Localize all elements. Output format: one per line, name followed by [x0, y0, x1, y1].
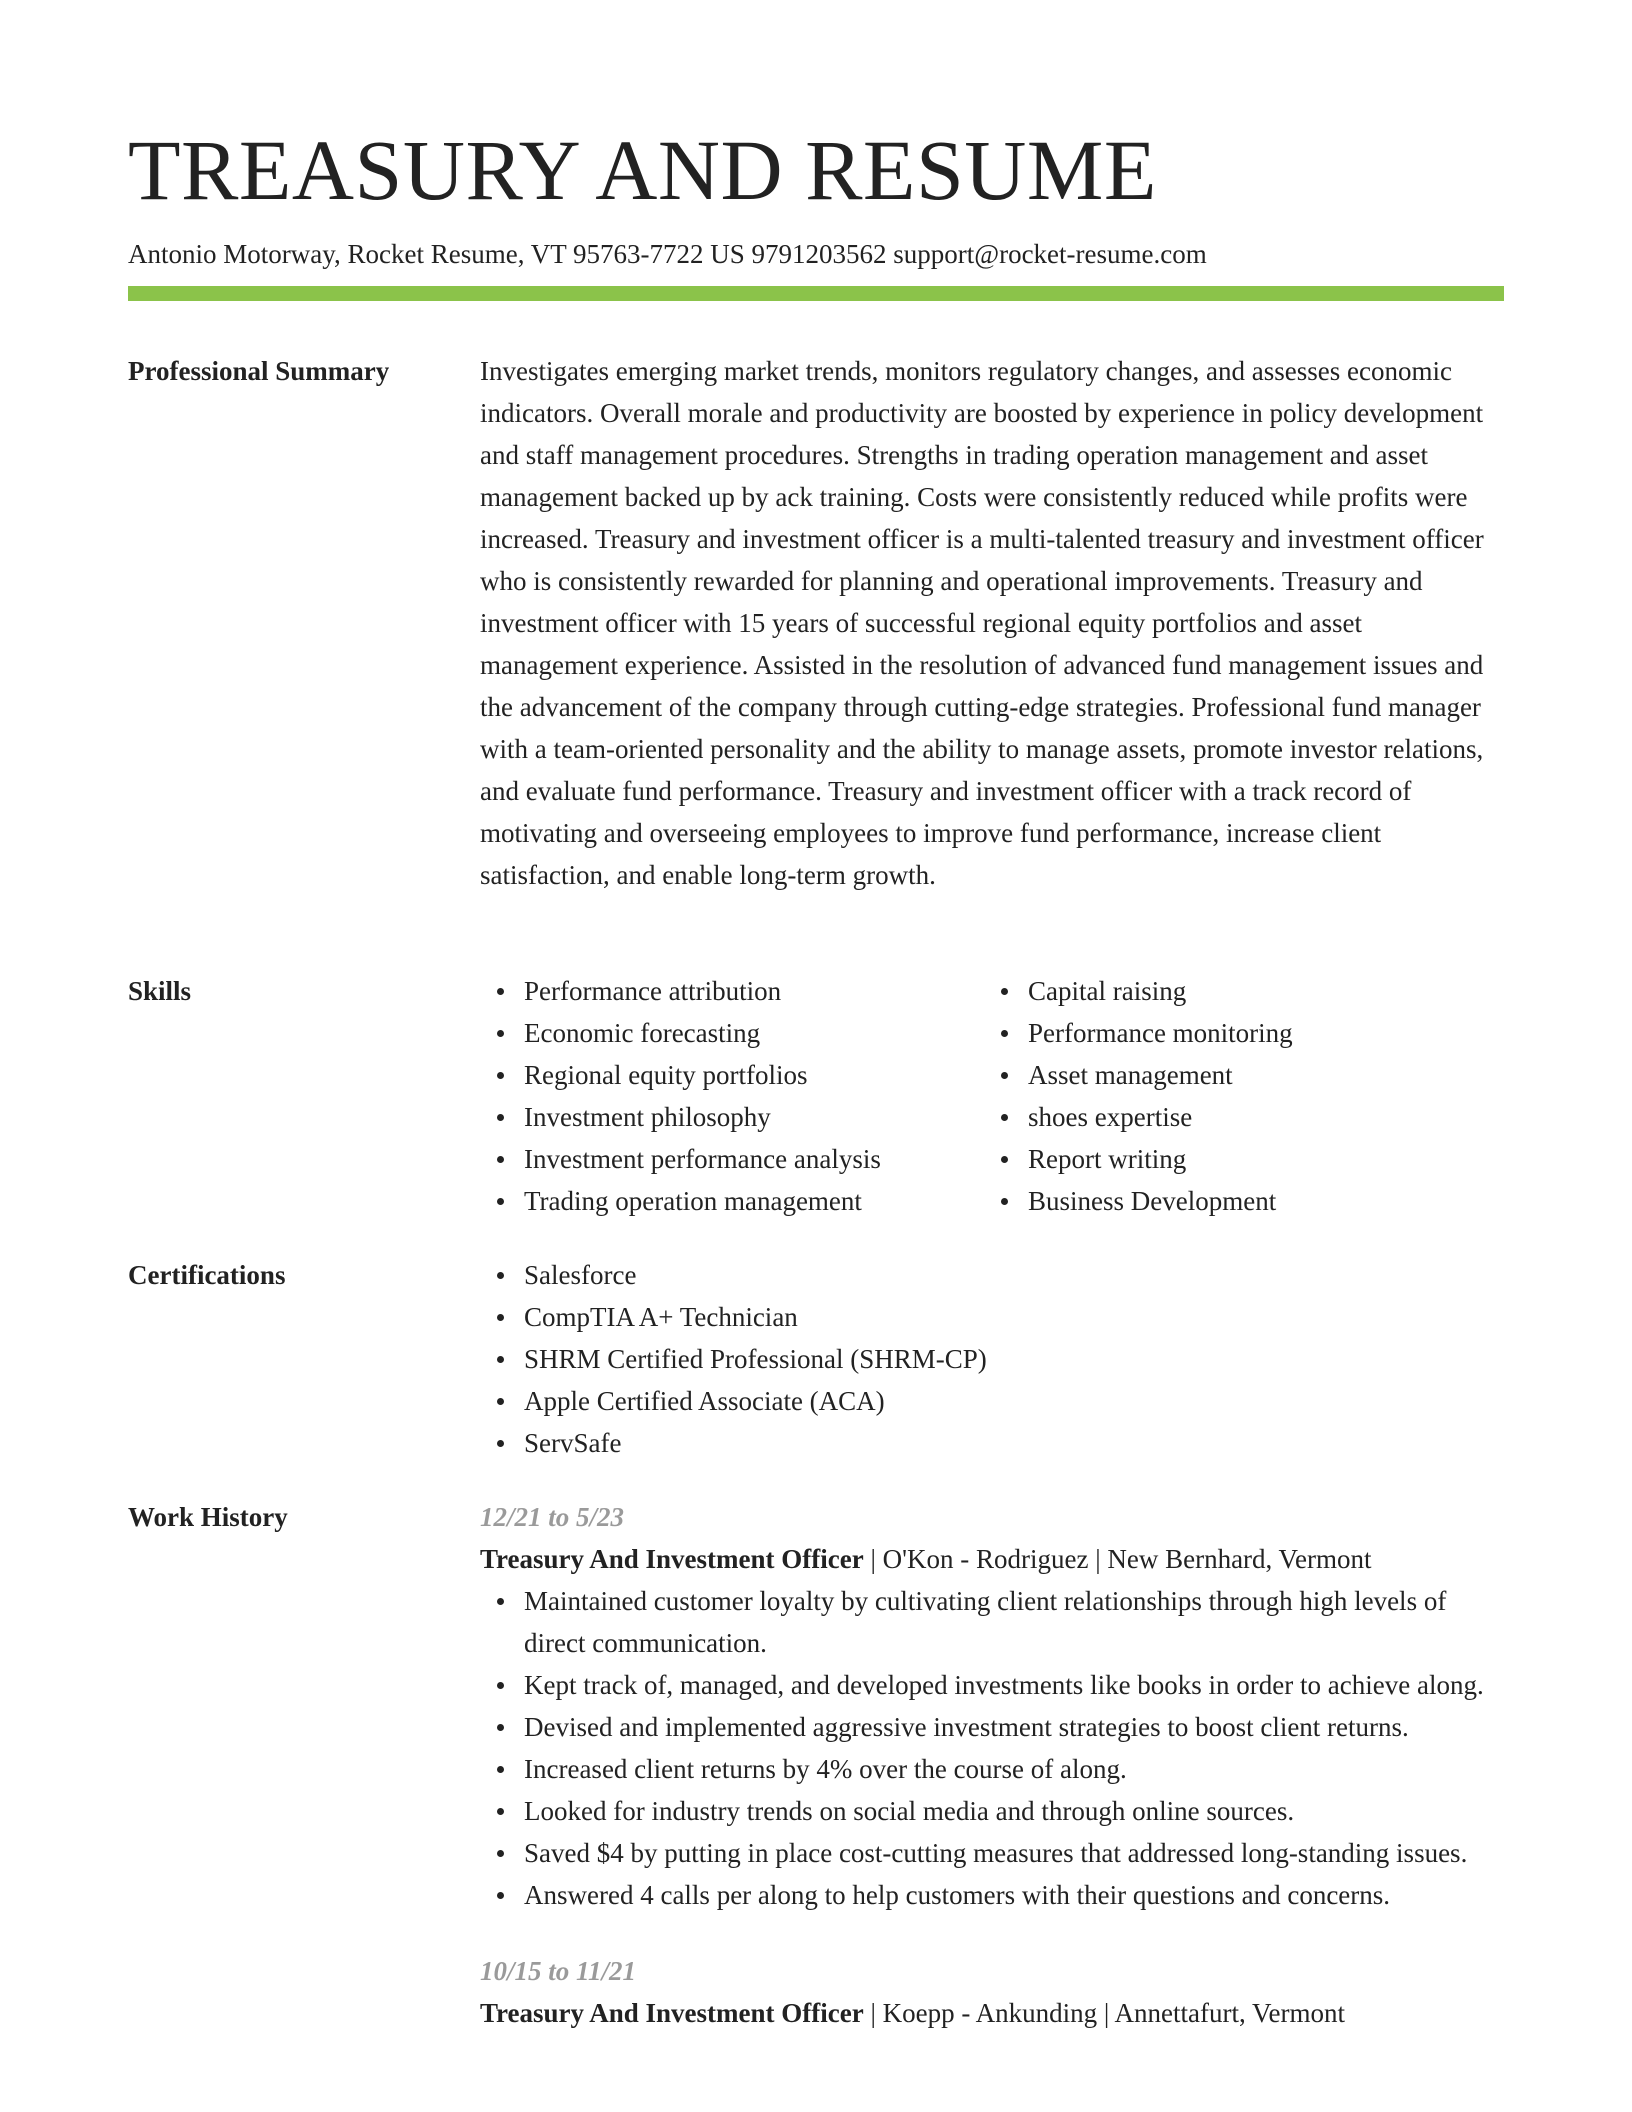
- skill-item: Performance monitoring: [1028, 1012, 1488, 1054]
- job-bullet: Maintained customer loyalty by cultivating client relationships through high levels of direct communication.: [524, 1580, 1504, 1664]
- job-bullet: Kept track of, managed, and developed investments like books in order to achieve along.: [524, 1664, 1504, 1706]
- job-title: Treasury And Investment Officer: [480, 1998, 864, 2028]
- header-divider: [128, 286, 1504, 301]
- certification-item: Salesforce: [524, 1254, 1504, 1296]
- summary-text: Investigates emerging market trends, monitors regulatory changes, and assesses economic indicators. Overall morale and productivity are boosted by experience in policy development and staff management procedures. Strengths in trading operation management and asset management backed up by ack training. Costs were consistently reduced while profits were increased. Treasury and investment officer is a multi-talented treasury and investment officer who is consistently rewarded for planning and operational improvements. Treasury and investment officer with 15 years of successful regional equity portfolios and asset management experience. Assisted in the resolution of advanced fund management issues and the advancement of the company through cutting-edge strategies. Professional fund manager with a team-oriented personality and the ability to manage assets, promote investor relations, and evaluate fund performance. Treasury and investment officer with a track record of motivating and overseeing employees to improve fund performance, increase client satisfaction, and enable long-term growth.: [480, 356, 1484, 890]
- certification-item: CompTIA A+ Technician: [524, 1296, 1504, 1338]
- job-entry: [480, 1950, 1504, 2034]
- skill-item: Investment performance analysis: [524, 1138, 984, 1180]
- certifications-section: [128, 1254, 1504, 1464]
- skill-item: Regional equity portfolios: [524, 1054, 984, 1096]
- skills-label: Skills: [128, 976, 192, 1006]
- skill-item: Report writing: [1028, 1138, 1488, 1180]
- job-heading: [480, 1538, 1504, 1580]
- skill-item: shoes expertise: [1028, 1096, 1488, 1138]
- certifications-label: Certifications: [128, 1260, 286, 1290]
- work-history-label: Work History: [128, 1502, 288, 1532]
- job-company-location: | Koepp - Ankunding | Annettafurt, Vermont: [863, 1998, 1345, 2028]
- candidate-name: TREASURY AND RESUME: [128, 122, 1157, 218]
- skill-item: Capital raising: [1028, 970, 1488, 1012]
- job-bullet: Looked for industry trends on social media and through online sources.: [524, 1790, 1504, 1832]
- certification-item: Apple Certified Associate (ACA): [524, 1380, 1504, 1422]
- skill-item: Performance attribution: [524, 970, 984, 1012]
- job-dates: 12/21 to 5/23: [480, 1502, 625, 1532]
- skill-item: Asset management: [1028, 1054, 1488, 1096]
- job-bullet: Saved $4 by putting in place cost-cutting measures that addressed long-standing issues.: [524, 1832, 1504, 1874]
- job-company-location: | O'Kon - Rodriguez | New Bernhard, Vermont: [863, 1544, 1372, 1574]
- skills-grid: [480, 970, 1504, 1222]
- job-bullet: Devised and implemented aggressive investment strategies to boost client returns.: [524, 1706, 1504, 1748]
- certification-item: ServSafe: [524, 1422, 1504, 1464]
- job-title: Treasury And Investment Officer: [480, 1544, 864, 1574]
- certifications-list: [480, 1254, 1504, 1464]
- skills-section: [128, 970, 1504, 1222]
- job-dates: 10/15 to 11/21: [480, 1956, 637, 1986]
- skill-item: Investment philosophy: [524, 1096, 984, 1138]
- contact-info: Antonio Motorway, Rocket Resume, VT 95763-7722 US 9791203562 support@rocket-resume.com: [128, 239, 1207, 269]
- work-history-section: [128, 1496, 1504, 2034]
- job-entry: [480, 1496, 1504, 1916]
- job-bullet: Answered 4 calls per along to help customers with their questions and concerns.: [524, 1874, 1504, 1916]
- resume-header: [128, 118, 1504, 274]
- skill-item: Economic forecasting: [524, 1012, 984, 1054]
- job-bullets: [480, 1580, 1504, 1916]
- certification-item: SHRM Certified Professional (SHRM-CP): [524, 1338, 1504, 1380]
- summary-section: [128, 350, 1504, 896]
- skills-list-left: [480, 970, 984, 1222]
- job-bullet: Increased client returns by 4% over the course of along.: [524, 1748, 1504, 1790]
- skill-item: Trading operation management: [524, 1180, 984, 1222]
- skills-list-right: [984, 970, 1488, 1222]
- job-heading: [480, 1992, 1504, 2034]
- summary-label: Professional Summary: [128, 356, 390, 386]
- skill-item: Business Development: [1028, 1180, 1488, 1222]
